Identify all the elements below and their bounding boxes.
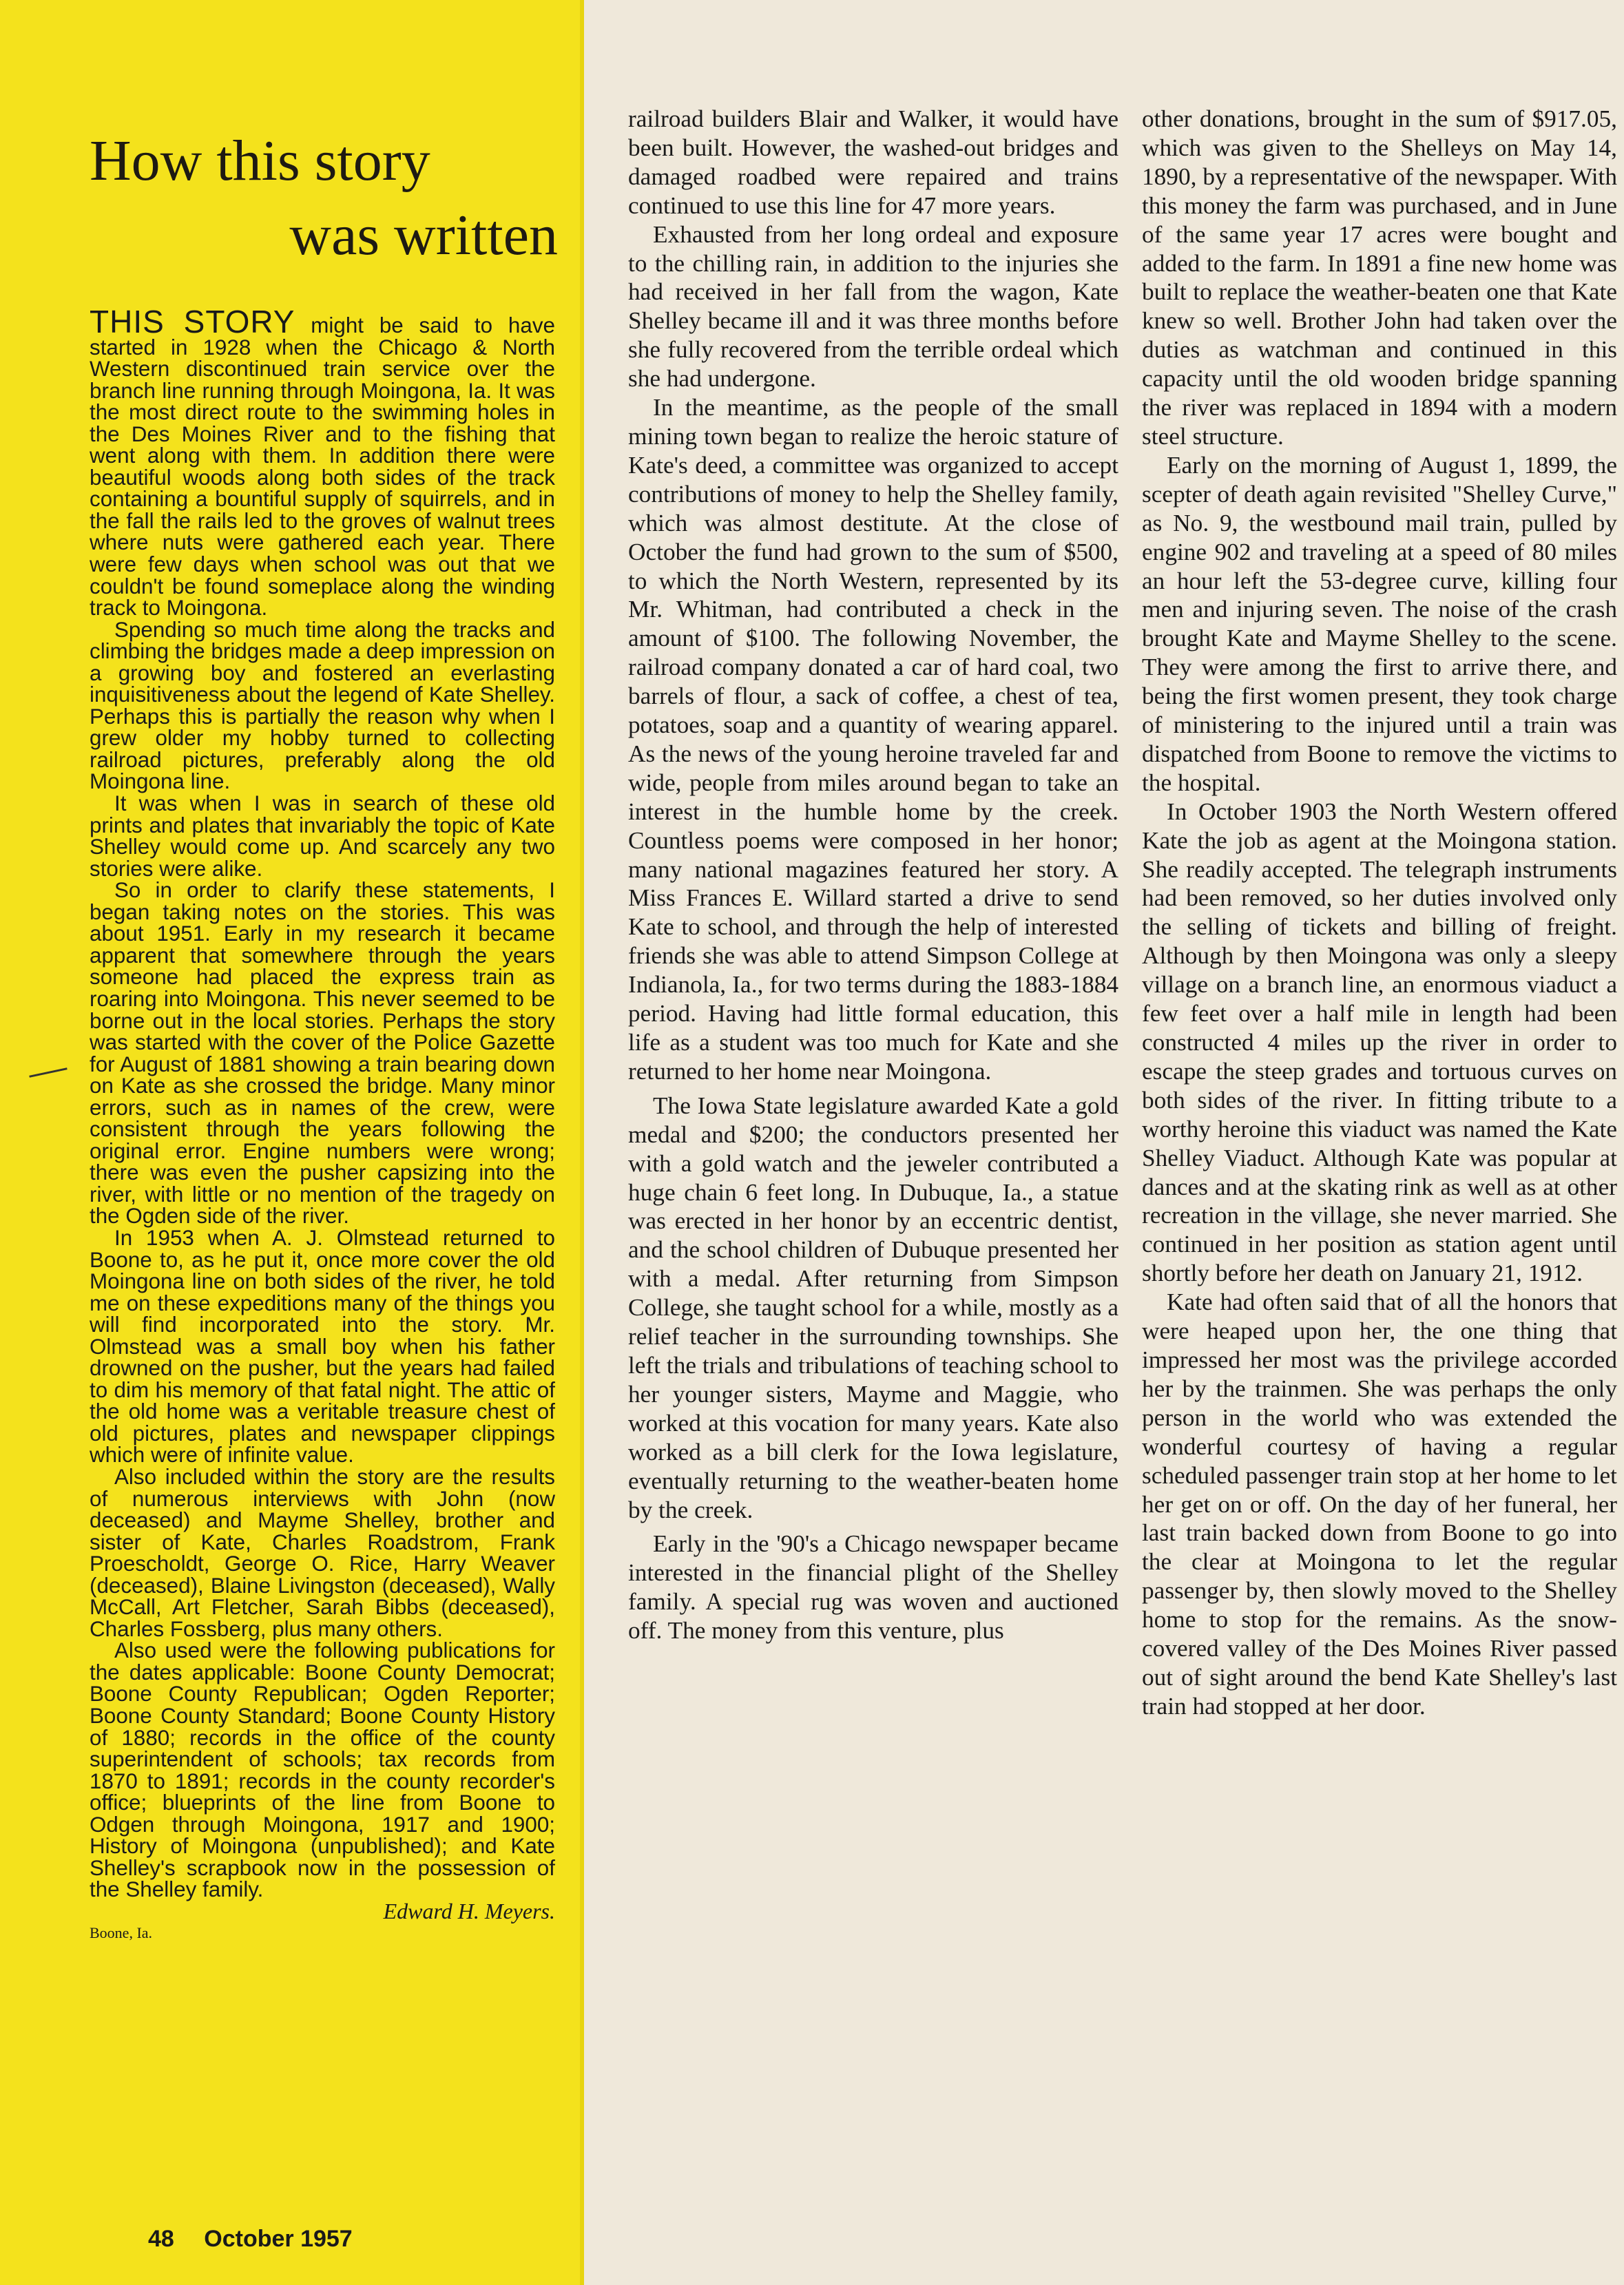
article-paragraph: The Iowa State legislature awarded Kate a gold medal and $200; the conductors presented her with a gold watch and the jeweler contributed a huge chain 6 feet long. In Dubuque, Ia., a statue was erected in her honor by an eccentric dentist, and the school children of Dubuque presented her with a medal. After returning from Simpson College, she taught school for a while, mostly as a relief teacher in the surrounding townships. She left the trials and tribulations of teaching school to her younger sisters, Mayme and Maggie, who worked at this vocation for many years. Kate also worked as a bill clerk for the Iowa legislature, eventually returning to the weather-beaten home by the creek. — [628, 1092, 1118, 1523]
issue-date: October 1957 — [204, 2226, 353, 2252]
article-paragraph: Early in the '90's a Chicago newspaper became interested in the financial plight of the Shelley family. A special rug was woven and auctioned off. The money from this venture, plus — [628, 1530, 1118, 1645]
story-title — [90, 124, 558, 273]
article-paragraph: Early on the morning of August 1, 1899, the scepter of death again revisited "Shelley Curve," as No. 9, the westbound mail train, pulled by engine 902 and traveling at a speed of 80 miles an hour left the 53-degree curve, killing four men and injuring seven. The noise of the crash brought Kate and Mayme Shelley to the scene. They were among the first to arrive there, and being the first women present, they took charge of ministering to the injured until a train was dispatched from Boone to remove the victims to the hospital. — [1142, 451, 1617, 796]
article-paragraph: other donations, brought in the sum of $917.05, which was given to the Shelleys on May 14, 1890, by a representative of the newspaper. With this money the farm was purchased, and in June of the same year 17 acres were bought and added to the farm. In 1891 a fine new home was built to replace the weather-beaten one that Kate knew so well. Brother John had taken over the duties as watchman and continued in this capacity until the old wooden bridge spanning the river was replaced in 1894 with a modern steel structure. — [1142, 105, 1617, 450]
sidebar-paragraph: Also included within the story are the results of numerous interviews with John (now deceased) and Mayme Shelley, brother and sister of Kate, Charles Roadstrom, Frank Proescholdt, George O. Rice, Harry Weaver (deceased), Blaine Livingston (deceased), Wally McCall, Art Fletcher, Sarah Bibbs (deceased), Charles Fossberg, plus many others. — [90, 1464, 555, 1641]
author-location: Boone, Ia. — [90, 1924, 153, 1942]
sidebar-paragraph: In 1953 when A. J. Olmstead returned to Boone to, as he put it, once more cover the old Moingona line on both sides of the river, he told me on these expeditions many of the things you will find incorporated into the story. Mr. Olmstead was a small boy when his father drowned on the pusher, but the years had failed to dim his memory of that fatal night. The attic of the old home was a veritable treasure chest of old pictures, plates and newspaper clippings which were of infinite value. — [90, 1225, 555, 1468]
article-column-3 — [1142, 105, 1617, 1721]
article-paragraph: In the meantime, as the people of the small mining town began to realize the heroic stature of Kate's deed, a committee was organized to accept contributions of money to help the Shelley family, which was almost destitute. At the close of October the fund had grown to the sum of $500, to which the North Western, represented by its Mr. Whitman, had contributed a check in the amount of $100. The following November, the railroad company donated a car of hard coal, two barrels of flour, a sack of coffee, a chest of tea, potatoes, soap and a quantity of wearing apparel. As the news of the young heroine traveled far and wide, people from miles around began to take an interest in the humble home by the creek. Countless poems were composed in her honor; many national magazines featured her story. A Miss Frances E. Willard started a drive to send Kate to school, and through the help of interested friends she was able to attend Simpson College at Indianola, Ia., for two terms during the 1883-1884 period. Having had little formal education, this life as a student was too much for Kate and she returned to her home near Moingona. — [628, 394, 1118, 1085]
article-paragraph: railroad builders Blair and Walker, it would have been built. However, the washed-out bridges and damaged roadbed were repaired and trains continued to use this line for 47 more years. — [628, 105, 1118, 219]
opening-words: THIS STORY — [90, 304, 295, 340]
page-number: 48 — [148, 2226, 174, 2252]
article-column-2 — [628, 105, 1118, 1645]
article-paragraph: Kate had often said that of all the honors that were heaped upon her, the one thing that impressed her most was the privilege accorded her by the trainmen. She was perhaps the only person in the world who was extended the wonderful courtesy of having a regular scheduled passenger train stop at her home to let her get on or off. On the day of her funeral, her last train backed down from Boone to go into the clear at Moingona to let the regular passenger by, then slowly moved to the Shelley home to stop for the remains. As the snow-covered valley of the Des Moines River passed out of sight around the bend Kate Shelley's last train had stopped at her door. — [1142, 1288, 1617, 1720]
sidebar-paragraph: Spending so much time along the tracks and climbing the bridges made a deep impression on a growing boy and fostered an everlasting inquisitiveness about the legend of Kate Shelley. Perhaps this is partially the reason why when I grew older my hobby turned to collecting railroad pictures, preferably along the old Moingona line. — [90, 617, 555, 794]
sidebar-paragraph: It was when I was in search of these old prints and plates that invariably the topic of Kate Shelley would come up. And scarcely any two stories were alike. — [90, 791, 555, 881]
sidebar-text — [90, 304, 555, 1944]
sidebar-paragraph: So in order to clarify these statements, I began taking notes on the stories. This was about 1951. Early in my research it became apparent that somewhere through the years someone had placed the express train as roaring into Moingona. This never seemed to be borne out in the local stories. Perhaps the story was started with the cover of the Police Gazette for August of 1881 showing a train bearing down on Kate as she crossed the bridge. Many minor errors, such as in names of the crew, were consistent through the years following the original error. Engine numbers were wrong; there was even the pusher capsizing into the river, with little or no mention of the tragedy on the Ogden side of the river. — [90, 878, 555, 1229]
title-line-2: was written — [289, 203, 558, 267]
title-line-1: How this story — [90, 129, 430, 193]
article-paragraph: In October 1903 the North Western offered Kate the job as agent at the Moingona station. She readily accepted. The telegraph instruments had been removed, so her duties involved only the selling of tickets and billing of freight. Although by then Moingona was only a sleepy village on a branch line, an enormous viaduct a few feet over a half mile in length had been constructed 4 miles up the river in order to escape the steep grades and tortuous curves on both sides of the river. In fitting tribute to a worthy heroine this viaduct was named the Kate Shelley Viaduct. Although Kate was popular at dances and at the skating rink as well as at other recreation in the village, she never married. She continued in her position as station agent until shortly before her death on January 21, 1912. — [1142, 797, 1617, 1287]
sidebar-paragraph: THIS STORY might be said to have started in 1928 when the Chicago & North Western discontinued train service over the branch line running through Moingona, Ia. It was the most direct route to the swimming holes in the Des Moines River and to the fishing that went along with them. In addition there were beautiful woods along both sides of the track containing a bountiful supply of squirrels, and in the fall the rails led to the groves of walnut trees where nuts were gathered each year. There were few days when school was out that we couldn't be found someplace along the winding track to Moingona. — [90, 304, 555, 620]
article-paragraph: Exhausted from her long ordeal and exposure to the chilling rain, in addition to the injuries she had received in her fall from the wagon, Kate Shelley became ill and it was three months before she fully recovered from the terrible ordeal which she had undergone. — [628, 220, 1118, 393]
page-footer — [148, 2226, 376, 2253]
author-signature: Edward H. Meyers. — [383, 1898, 555, 1923]
sidebar-paragraph: Also used were the following publications for the dates applicable: Boone County Democrat; Boone County Republican; Ogden Reporter; Boone County Standard; Boone County History of 1880; records in the office of the county superintendent of schools; tax records from 1870 to 1891; records in the county recorder's office; blueprints of the line from Boone to Odgen through Moingona, 1917 and 1900; History of Moingona (unpublished); and Kate Shelley's scrapbook now in the possession of the Shelley family. — [90, 1638, 555, 1902]
